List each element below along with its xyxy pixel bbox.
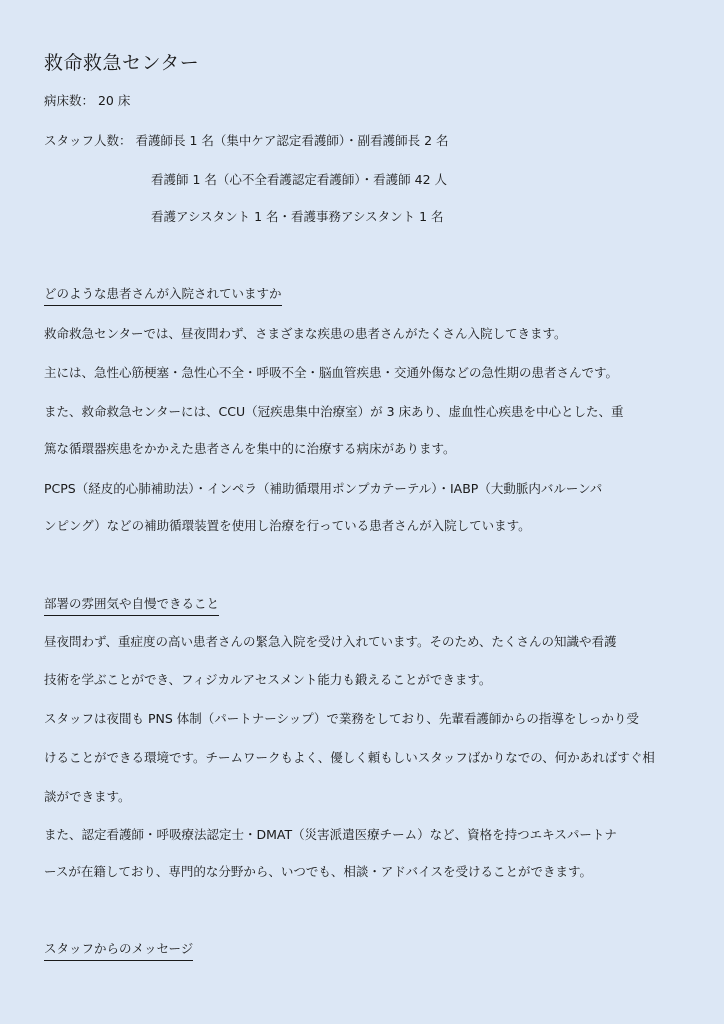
- paragraph-line: PCPS（経皮的心肺補助法）・インペラ（補助循環用ポンプカテーテル）・IABP（大動脈内バルーンパ: [44, 481, 603, 496]
- paragraph-line: 技術を学ぶことができ、フィジカルアセスメント能力も鍛えることができます。: [44, 672, 492, 687]
- staff-line-2: 看護師 1 名（心不全看護認定看護師）・看護師 42 人: [151, 172, 448, 187]
- section-heading-patients: どのような患者さんが入院されていますか: [44, 286, 282, 306]
- paragraph-line: また、認定看護師・呼吸療法認定士・DMAT（災害派遣医療チーム）など、資格を持つエキスパートナ: [44, 827, 617, 842]
- section-heading-message: スタッフからのメッセージ: [44, 941, 193, 961]
- paragraph-line: ースが在籍しており、専門的な分野から、いつでも、相談・アドバイスを受けることができます。: [44, 864, 593, 879]
- section-heading-atmosphere: 部署の雰囲気や自慢できること: [44, 596, 219, 616]
- paragraph-line: 救命救急センターでは、昼夜問わず、さまざまな疾患の患者さんがたくさん入院してきます。: [44, 326, 567, 341]
- staff-line-3: 看護アシスタント 1 名・看護事務アシスタント 1 名: [151, 209, 444, 224]
- page-title: 救命救急センター: [44, 52, 200, 74]
- paragraph-line: 篤な循環器疾患をかかえた患者さんを集中的に治療する病床があります。: [44, 441, 456, 456]
- paragraph-line: けることができる環境です。チームワークもよく、優しく頼もしいスタッフばかりなでの、何かあればすぐ相: [44, 750, 655, 765]
- paragraph-line: スタッフは夜間も PNS 体制（パートナーシップ）で業務をしており、先輩看護師からの指導をしっかり受: [44, 711, 639, 726]
- paragraph-line: 談ができます。: [44, 789, 131, 804]
- paragraph-line: ンピング）などの補助循環装置を使用し治療を行っている患者さんが入院しています。: [44, 518, 531, 533]
- paragraph-line: また、救命救急センターには、CCU（冠疾患集中治療室）が 3 床あり、虚血性心疾患を中心とした、重: [44, 404, 624, 419]
- staff-line-1: スタッフ人数： 看護師長 1 名（集中ケア認定看護師）・副看護師長 2 名: [44, 133, 449, 148]
- paragraph-line: 昼夜問わず、重症度の高い患者さんの緊急入院を受け入れています。そのため、たくさんの知識や看護: [44, 634, 617, 649]
- paragraph-line: 主には、急性心筋梗塞・急性心不全・呼吸不全・脳血管疾患・交通外傷などの急性期の患者さんです。: [44, 365, 619, 380]
- bed-count: 病床数： 20 床: [44, 93, 131, 108]
